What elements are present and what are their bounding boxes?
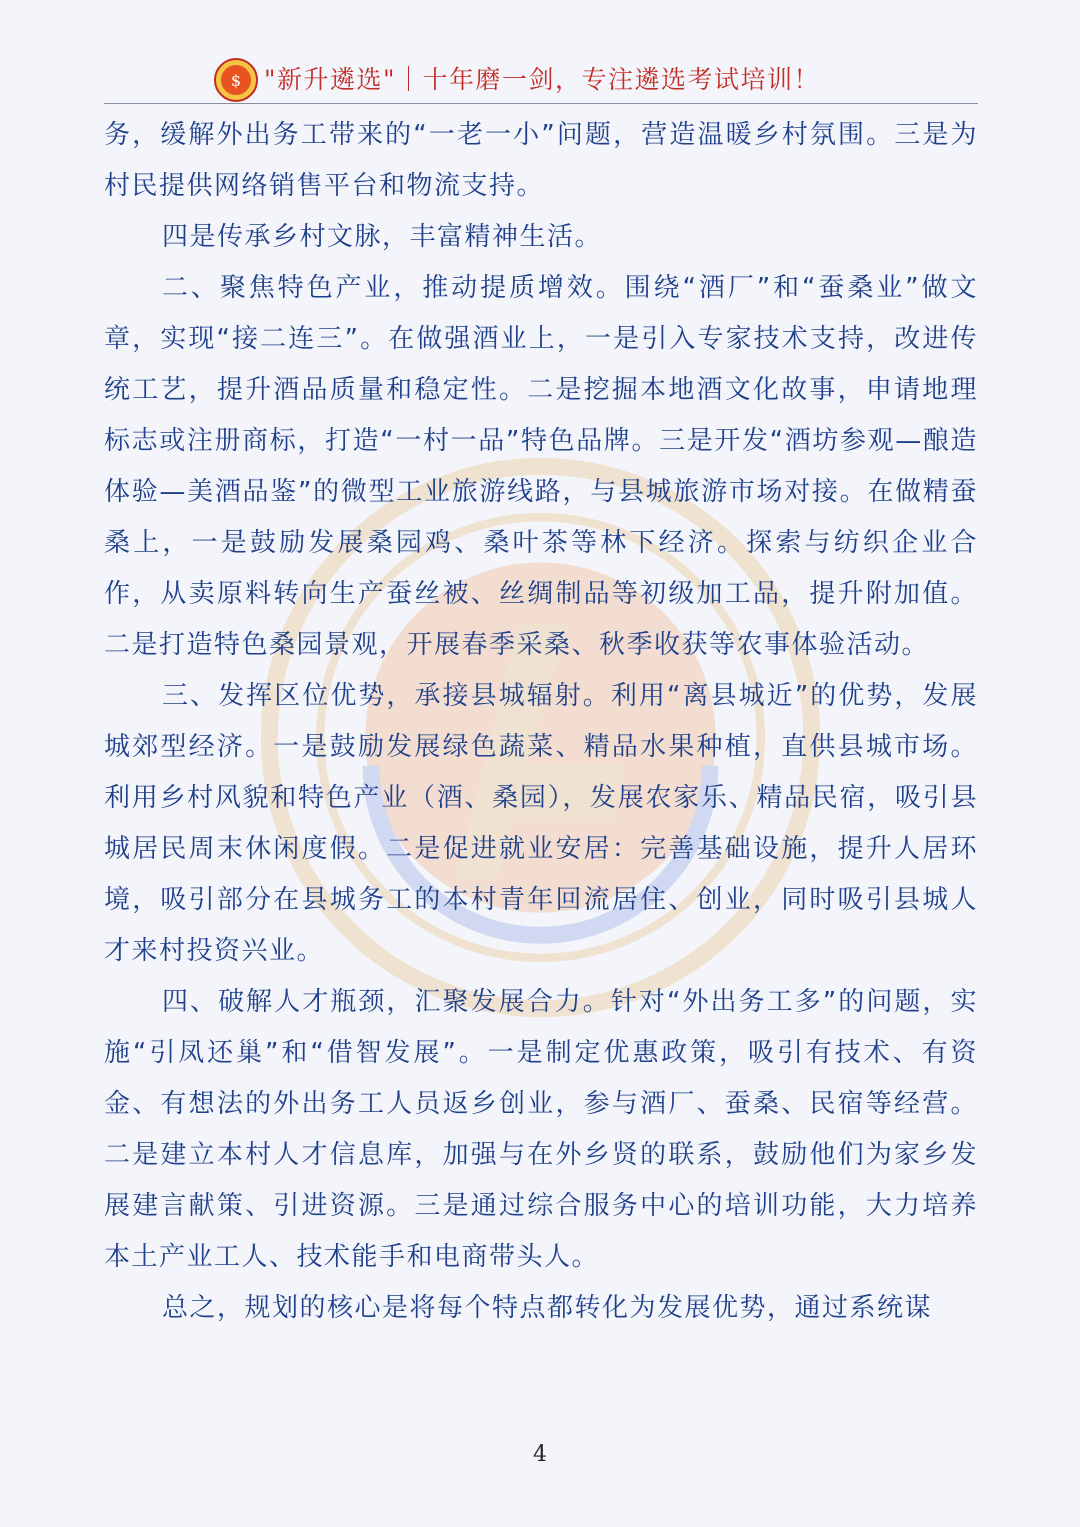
header-slogan: "新升遴选"｜十年磨一剑，专注遴选考试培训！ [264, 65, 820, 94]
paragraph-culture: 四是传承乡村文脉，丰富精神生活。 [162, 222, 603, 252]
page-header [104, 56, 978, 104]
paragraph-summary: 总之，规划的核心是将每个特点都转化为发展优势，通过系统谋 [162, 1293, 933, 1323]
page-number: 4 [533, 1442, 547, 1467]
body-text [104, 110, 978, 1334]
paragraph-section-two: 二、聚焦特色产业，推动提质增效。围绕“酒厂”和“蚕桑业”做文章，实现“接二连三”。在做强酒业上，一是引入专家技术支持，改进传统工艺，提升酒品质量和稳定性。二是挖掘本地酒文化故事，申请地理标志或注册商标，打造“一村一品”特色品牌。三是开发“酒坊参观—酿造体验—美酒品鉴”的微型工业旅游线路，与县城旅游市场对接。在做精蚕桑上，一是鼓励发展桑园鸡、桑叶茶等林下经济。探索与纺织企业合作，从卖原料转向生产蚕丝被、丝绸制品等初级加工品，提升附加值。二是打造特色桑园景观，开展春季采桑、秋季收获等农事体验活动。 [104, 273, 978, 660]
svg-text:$: $ [230, 71, 242, 90]
paragraph-section-three: 三、发挥区位优势，承接县城辐射。利用“离县城近”的优势，发展城郊型经济。一是鼓励发展绿色蔬菜、精品水果种植，直供县城市场。利用乡村风貌和特色产业（酒、桑园），发展农家乐、精品民宿，吸引县城居民周末休闲度假。二是促进就业安居：完善基础设施，提升人居环境，吸引部分在县城务工的本村青年回流居住、创业，同时吸引县城人才来村投资兴业。 [104, 681, 978, 966]
paragraph-section-four: 四、破解人才瓶颈，汇聚发展合力。针对“外出务工多”的问题，实施“引凤还巢”和“借智发展”。一是制定优惠政策，吸引有技术、有资金、有想法的外出务工人员返乡创业，参与酒厂、蚕桑、民宿等经营。二是建立本村人才信息库，加强与在外乡贤的联系，鼓励他们为家乡发展建言献策、引进资源。三是通过综合服务中心的培训功能，大力培养本土产业工人、技术能手和电商带头人。 [104, 987, 978, 1272]
paragraph-continuation: 务，缓解外出务工带来的“一老一小”问题，营造温暖乡村氛围。三是为村民提供网络销售平台和物流支持。 [104, 120, 978, 201]
header-divider [104, 103, 978, 104]
xinsheng-logo-icon [214, 58, 258, 102]
